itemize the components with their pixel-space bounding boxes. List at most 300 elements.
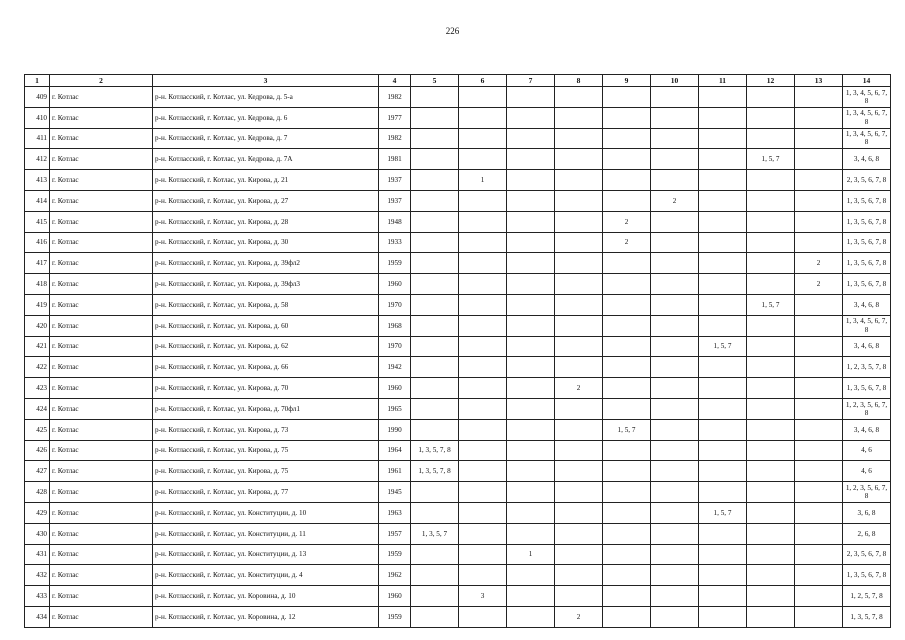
table-cell: р-н. Котласский, г. Котлас, ул. Кирова, д. 28: [153, 211, 379, 232]
table-cell: [795, 461, 843, 482]
table-row: [25, 232, 891, 253]
table-cell: [603, 565, 651, 586]
table-cell: [507, 336, 555, 357]
table-cell: 1959: [379, 544, 411, 565]
table-cell: [699, 419, 747, 440]
table-cell: 425: [25, 419, 50, 440]
table-cell: [411, 128, 459, 149]
column-header: 10: [651, 75, 699, 87]
table-cell: 423: [25, 378, 50, 399]
table-cell: [507, 170, 555, 191]
table-cell: 2: [795, 253, 843, 274]
table-cell: [459, 482, 507, 503]
table-cell: [747, 274, 795, 295]
table-cell: [411, 419, 459, 440]
table-cell: 2, 6, 8: [843, 523, 891, 544]
table-cell: [651, 440, 699, 461]
table-cell: [651, 149, 699, 170]
table-cell: г. Котлас: [50, 170, 153, 191]
table-cell: [699, 440, 747, 461]
column-header: 1: [25, 75, 50, 87]
table-cell: 414: [25, 190, 50, 211]
table-row: [25, 128, 891, 149]
table-cell: [699, 461, 747, 482]
table-cell: [795, 440, 843, 461]
table-cell: [747, 357, 795, 378]
table-cell: [651, 565, 699, 586]
table-cell: р-н. Котласский, г. Котлас, ул. Кедрова, д. 7А: [153, 149, 379, 170]
table-cell: р-н. Котласский, г. Котлас, ул. Кедрова, д. 6: [153, 107, 379, 128]
table-cell: 1937: [379, 190, 411, 211]
table-cell: [555, 128, 603, 149]
table-cell: [555, 398, 603, 419]
table-cell: [411, 378, 459, 399]
table-cell: [411, 170, 459, 191]
table-cell: [603, 544, 651, 565]
table-cell: г. Котлас: [50, 565, 153, 586]
table-cell: р-н. Котласский, г. Котлас, ул. Кирова, д. 73: [153, 419, 379, 440]
table-row: [25, 107, 891, 128]
table-cell: [747, 378, 795, 399]
table-cell: [555, 586, 603, 607]
table-cell: [795, 419, 843, 440]
table-cell: [507, 357, 555, 378]
table-cell: [555, 253, 603, 274]
table-cell: г. Котлас: [50, 440, 153, 461]
table-cell: [795, 190, 843, 211]
table-cell: [651, 606, 699, 627]
table-cell: г. Котлас: [50, 482, 153, 503]
table-cell: 1, 3, 5, 7, 8: [411, 461, 459, 482]
table-cell: [507, 502, 555, 523]
table-cell: г. Котлас: [50, 274, 153, 295]
table-cell: [603, 378, 651, 399]
table-cell: 1, 3, 4, 5, 6, 7, 8: [843, 128, 891, 149]
table-cell: [459, 211, 507, 232]
table-cell: [651, 419, 699, 440]
table-cell: [555, 523, 603, 544]
table-cell: [459, 274, 507, 295]
table-cell: 3, 4, 6, 8: [843, 294, 891, 315]
table-cell: 1960: [379, 274, 411, 295]
table-cell: [411, 502, 459, 523]
table-cell: [555, 294, 603, 315]
table-cell: [651, 170, 699, 191]
table-cell: г. Котлас: [50, 211, 153, 232]
table-cell: [459, 357, 507, 378]
column-header: 5: [411, 75, 459, 87]
table-cell: [795, 606, 843, 627]
table-cell: [507, 107, 555, 128]
table-cell: р-н. Котласский, г. Котлас, ул. Кирова, д. 39фл2: [153, 253, 379, 274]
table-cell: [747, 606, 795, 627]
table-cell: [603, 502, 651, 523]
table-cell: 428: [25, 482, 50, 503]
table-cell: [603, 87, 651, 108]
table-cell: р-н. Котласский, г. Котлас, ул. Коровина, д. 10: [153, 586, 379, 607]
table-cell: 1962: [379, 565, 411, 586]
table-cell: 1942: [379, 357, 411, 378]
table-cell: 1948: [379, 211, 411, 232]
table-row: [25, 190, 891, 211]
table-cell: [699, 190, 747, 211]
table-cell: 1, 3, 5, 6, 7, 8: [843, 378, 891, 399]
table-cell: [747, 544, 795, 565]
table-cell: [699, 128, 747, 149]
table-cell: [555, 315, 603, 336]
table-cell: г. Котлас: [50, 544, 153, 565]
table-cell: 424: [25, 398, 50, 419]
table-cell: 1, 3, 4, 5, 6, 7, 8: [843, 87, 891, 108]
table-cell: [699, 107, 747, 128]
table-cell: 3: [459, 586, 507, 607]
table-cell: [795, 107, 843, 128]
table-cell: 429: [25, 502, 50, 523]
table-cell: [651, 253, 699, 274]
table-cell: [699, 211, 747, 232]
table-cell: [459, 294, 507, 315]
table-cell: 3, 4, 6, 8: [843, 149, 891, 170]
table-cell: 416: [25, 232, 50, 253]
table-cell: 1977: [379, 107, 411, 128]
table-row: [25, 606, 891, 627]
table-cell: 418: [25, 274, 50, 295]
table-cell: [795, 170, 843, 191]
table-cell: [795, 502, 843, 523]
table-cell: [795, 565, 843, 586]
table-cell: [747, 190, 795, 211]
table-cell: р-н. Котласский, г. Котлас, ул. Кирова, д. 30: [153, 232, 379, 253]
table-cell: 1, 2, 3, 5, 7, 8: [843, 357, 891, 378]
table-cell: [603, 336, 651, 357]
table-cell: 1933: [379, 232, 411, 253]
column-header: 4: [379, 75, 411, 87]
table-cell: р-н. Котласский, г. Котлас, ул. Коровина, д. 12: [153, 606, 379, 627]
table-cell: [459, 502, 507, 523]
table-cell: 411: [25, 128, 50, 149]
table-cell: [699, 294, 747, 315]
table-cell: [603, 107, 651, 128]
table-cell: р-н. Котласский, г. Котлас, ул. Кирова, д. 75: [153, 440, 379, 461]
table-cell: 1960: [379, 586, 411, 607]
table-cell: [459, 149, 507, 170]
table-cell: [507, 398, 555, 419]
table-cell: 1965: [379, 398, 411, 419]
table-cell: [747, 128, 795, 149]
table-cell: 422: [25, 357, 50, 378]
table-cell: 1957: [379, 523, 411, 544]
table-cell: [555, 336, 603, 357]
table-cell: [699, 398, 747, 419]
table-cell: [459, 461, 507, 482]
table-row: [25, 440, 891, 461]
table-cell: 430: [25, 523, 50, 544]
table-cell: [507, 461, 555, 482]
table-cell: [795, 523, 843, 544]
table-cell: 1, 3, 5, 6, 7, 8: [843, 565, 891, 586]
table-cell: [699, 523, 747, 544]
table-cell: 1, 5, 7: [603, 419, 651, 440]
table-cell: 1970: [379, 294, 411, 315]
table-cell: [507, 565, 555, 586]
table-cell: [555, 274, 603, 295]
table-cell: р-н. Котласский, г. Котлас, ул. Конституции, д. 11: [153, 523, 379, 544]
table-cell: [459, 606, 507, 627]
table-cell: [747, 586, 795, 607]
table-cell: р-н. Котласский, г. Котлас, ул. Конституции, д. 13: [153, 544, 379, 565]
table-cell: [411, 253, 459, 274]
table-row: [25, 149, 891, 170]
table-cell: [699, 357, 747, 378]
table-cell: 421: [25, 336, 50, 357]
table-cell: [603, 149, 651, 170]
table-cell: [603, 440, 651, 461]
table-cell: [699, 253, 747, 274]
table-cell: [747, 107, 795, 128]
table-cell: 1, 3, 5, 7: [411, 523, 459, 544]
table-cell: [459, 107, 507, 128]
table-cell: [459, 378, 507, 399]
table-cell: г. Котлас: [50, 606, 153, 627]
table-cell: [555, 107, 603, 128]
table-cell: [747, 419, 795, 440]
table-cell: 1982: [379, 87, 411, 108]
table-cell: 3, 6, 8: [843, 502, 891, 523]
table-cell: [603, 482, 651, 503]
table-cell: [555, 190, 603, 211]
table-row: [25, 502, 891, 523]
table-cell: [411, 482, 459, 503]
table-cell: 1964: [379, 440, 411, 461]
table-cell: [507, 253, 555, 274]
table-cell: [603, 170, 651, 191]
table-row: [25, 586, 891, 607]
header-row: [25, 75, 891, 87]
table-cell: [699, 482, 747, 503]
table-cell: 2: [555, 606, 603, 627]
table-cell: 1963: [379, 502, 411, 523]
table-cell: [747, 315, 795, 336]
table-cell: [651, 232, 699, 253]
table-cell: 3, 4, 6, 8: [843, 419, 891, 440]
table-cell: [747, 398, 795, 419]
table-cell: [603, 294, 651, 315]
table-cell: 1970: [379, 336, 411, 357]
table-cell: [459, 190, 507, 211]
table-cell: [411, 190, 459, 211]
table-cell: [603, 523, 651, 544]
table-cell: 1, 3, 5, 6, 7, 8: [843, 190, 891, 211]
table-cell: г. Котлас: [50, 502, 153, 523]
table-cell: [795, 482, 843, 503]
table-cell: 1, 3, 5, 7, 8: [411, 440, 459, 461]
table-cell: 415: [25, 211, 50, 232]
table-cell: [507, 523, 555, 544]
table-cell: [459, 232, 507, 253]
table-cell: р-н. Котласский, г. Котлас, ул. Конституции, д. 10: [153, 502, 379, 523]
table-row: [25, 461, 891, 482]
table-cell: [795, 378, 843, 399]
table-cell: [507, 419, 555, 440]
table-cell: 427: [25, 461, 50, 482]
table-cell: р-н. Котласский, г. Котлас, ул. Кедрова, д. 7: [153, 128, 379, 149]
table-cell: 1, 3, 5, 6, 7, 8: [843, 211, 891, 232]
table-cell: 1, 2, 5, 7, 8: [843, 586, 891, 607]
table-cell: [795, 336, 843, 357]
column-header: 13: [795, 75, 843, 87]
table-cell: [699, 586, 747, 607]
table-cell: 1, 5, 7: [747, 294, 795, 315]
table-cell: [555, 170, 603, 191]
table-body: [25, 87, 891, 628]
table-cell: [603, 190, 651, 211]
table-cell: [411, 274, 459, 295]
table-cell: [507, 274, 555, 295]
table-cell: [747, 87, 795, 108]
table-cell: [507, 87, 555, 108]
table-cell: г. Котлас: [50, 294, 153, 315]
table-cell: [795, 128, 843, 149]
table-cell: [459, 398, 507, 419]
table-cell: [651, 336, 699, 357]
table-cell: [795, 149, 843, 170]
table-cell: р-н. Котласский, г. Котлас, ул. Кирова, д. 70: [153, 378, 379, 399]
table-cell: 1959: [379, 606, 411, 627]
table-cell: [651, 586, 699, 607]
table-cell: 413: [25, 170, 50, 191]
table-cell: [507, 149, 555, 170]
table-cell: [507, 294, 555, 315]
table-cell: [747, 170, 795, 191]
table-row: [25, 170, 891, 191]
table-cell: 1, 2, 3, 5, 6, 7, 8: [843, 482, 891, 503]
table-cell: г. Котлас: [50, 149, 153, 170]
column-header: 14: [843, 75, 891, 87]
table-row: [25, 336, 891, 357]
table-cell: р-н. Котласский, г. Котлас, ул. Кирова, д. 62: [153, 336, 379, 357]
table-cell: [747, 336, 795, 357]
table-cell: 1: [459, 170, 507, 191]
table-cell: [411, 336, 459, 357]
table-cell: г. Котлас: [50, 315, 153, 336]
table-cell: [699, 606, 747, 627]
table-row: [25, 274, 891, 295]
table-cell: [747, 253, 795, 274]
column-header: 6: [459, 75, 507, 87]
table-cell: [603, 606, 651, 627]
table-cell: г. Котлас: [50, 190, 153, 211]
table-cell: 2: [795, 274, 843, 295]
table-cell: [459, 565, 507, 586]
column-header: 8: [555, 75, 603, 87]
table-cell: 1937: [379, 170, 411, 191]
table-cell: [795, 398, 843, 419]
table-cell: г. Котлас: [50, 87, 153, 108]
table-cell: [651, 461, 699, 482]
table-cell: [651, 482, 699, 503]
table-cell: р-н. Котласский, г. Котлас, ул. Кирова, д. 77: [153, 482, 379, 503]
table-cell: 2: [603, 232, 651, 253]
table-cell: 432: [25, 565, 50, 586]
table-cell: [411, 565, 459, 586]
table-row: [25, 565, 891, 586]
table-row: [25, 523, 891, 544]
table-cell: 4, 6: [843, 440, 891, 461]
table-cell: [795, 294, 843, 315]
table-cell: 1968: [379, 315, 411, 336]
table-cell: [411, 357, 459, 378]
table-cell: [651, 211, 699, 232]
table-cell: [747, 232, 795, 253]
table-row: [25, 482, 891, 503]
table-cell: [411, 149, 459, 170]
table-cell: 1, 3, 5, 6, 7, 8: [843, 274, 891, 295]
table-cell: 1961: [379, 461, 411, 482]
table-cell: 1981: [379, 149, 411, 170]
table-cell: 1, 3, 4, 5, 6, 7, 8: [843, 107, 891, 128]
table-cell: 1: [507, 544, 555, 565]
table-cell: г. Котлас: [50, 253, 153, 274]
table-cell: 2, 3, 5, 6, 7, 8: [843, 544, 891, 565]
table-cell: 433: [25, 586, 50, 607]
table-cell: 1, 3, 5, 6, 7, 8: [843, 253, 891, 274]
table-cell: [507, 232, 555, 253]
table-cell: г. Котлас: [50, 586, 153, 607]
table-cell: 1, 3, 4, 5, 6, 7, 8: [843, 315, 891, 336]
table-cell: [795, 211, 843, 232]
table-cell: [603, 128, 651, 149]
table-cell: г. Котлас: [50, 398, 153, 419]
table-cell: 1, 5, 7: [699, 502, 747, 523]
table-cell: 1945: [379, 482, 411, 503]
table-cell: [459, 315, 507, 336]
table-cell: 2: [651, 190, 699, 211]
table-cell: г. Котлас: [50, 128, 153, 149]
table-cell: [459, 440, 507, 461]
table-cell: [603, 315, 651, 336]
table-cell: [555, 502, 603, 523]
table-cell: [747, 565, 795, 586]
column-header: 7: [507, 75, 555, 87]
table-cell: [651, 128, 699, 149]
table-cell: 420: [25, 315, 50, 336]
table-cell: 417: [25, 253, 50, 274]
table-cell: р-н. Котласский, г. Котлас, ул. Кирова, д. 27: [153, 190, 379, 211]
table-cell: [411, 315, 459, 336]
table-cell: г. Котлас: [50, 419, 153, 440]
table-cell: 1990: [379, 419, 411, 440]
table-cell: [555, 211, 603, 232]
table-cell: [411, 87, 459, 108]
table-cell: р-н. Котласский, г. Котлас, ул. Кирова, д. 70фл1: [153, 398, 379, 419]
table-row: [25, 211, 891, 232]
table-cell: [555, 544, 603, 565]
table-cell: [699, 274, 747, 295]
table-cell: [459, 544, 507, 565]
table-cell: [795, 87, 843, 108]
table-row: [25, 87, 891, 108]
table-cell: [651, 544, 699, 565]
table-cell: [651, 315, 699, 336]
table-cell: [747, 523, 795, 544]
table-cell: [555, 232, 603, 253]
table-cell: [747, 502, 795, 523]
table-cell: [699, 544, 747, 565]
table-cell: [747, 211, 795, 232]
table-cell: [555, 482, 603, 503]
table-cell: [411, 211, 459, 232]
column-header: 11: [699, 75, 747, 87]
